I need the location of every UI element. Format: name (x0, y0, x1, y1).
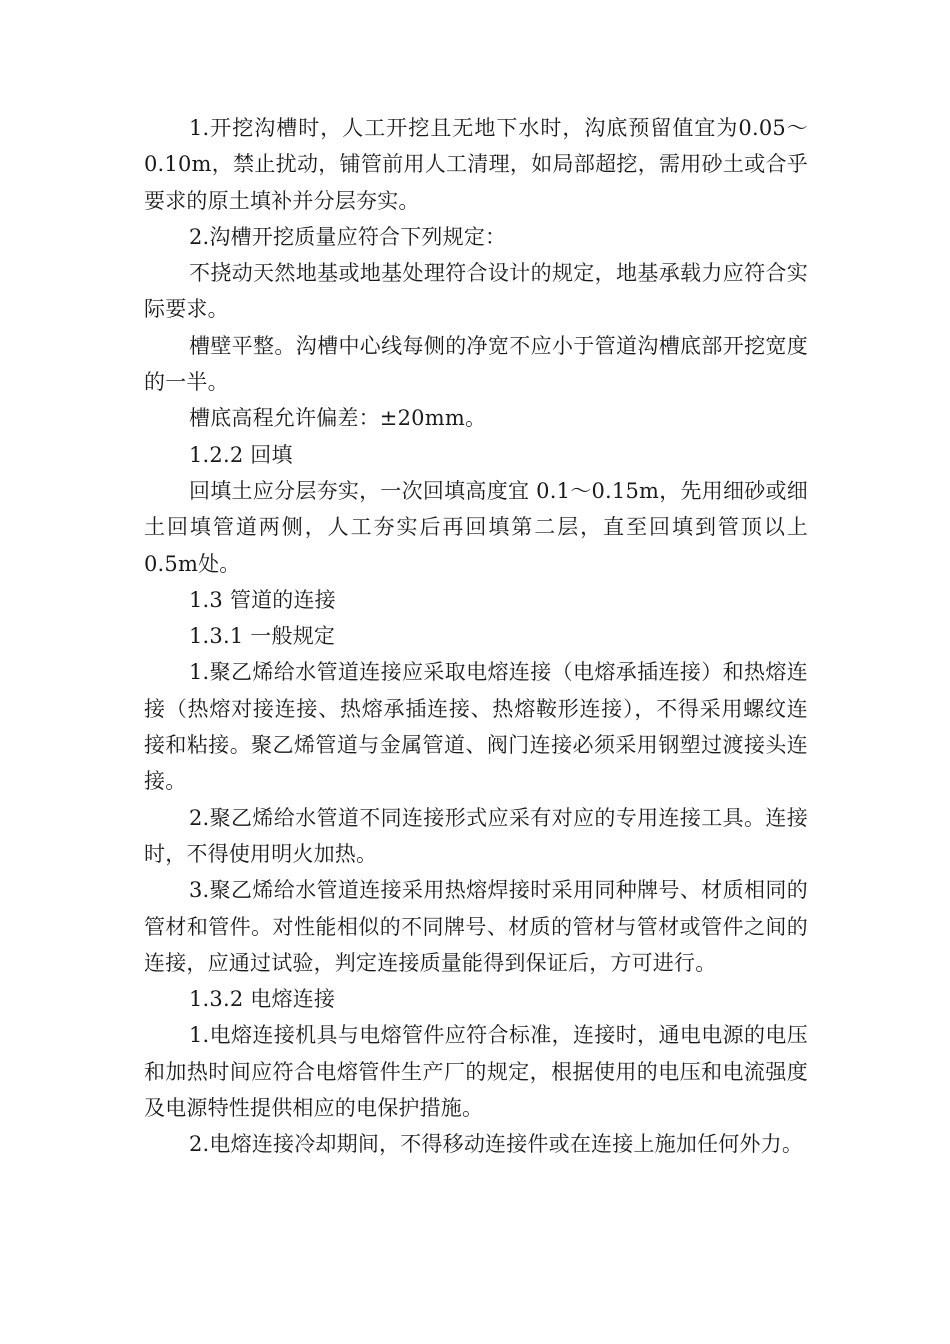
paragraph-electrofusion-cooling: 2.电熔连接冷却期间，不得移动连接件或在连接上施加任何外力。 (189, 1132, 804, 1157)
section-heading-general-rules: 1.3.1 一般规定 (189, 624, 336, 649)
paragraph-excavation-reserve: 1.开挖沟槽时，人工开挖且无地下水时，沟底预留值宜为0.05～0.10m，禁止扰动，铺管前用人工清理，如局部超挖，需用砂土或合乎要求的原土填补并分层夯实。 (144, 116, 808, 213)
paragraph-backfill: 回填土应分层夯实，一次回填高度宜 0.1～0.15m，先用细砂或细土回填管道两侧，人工夯实后再回填第二层，直至回填到管顶以上0.5m处。 (144, 478, 808, 576)
paragraph-hot-melt-welding: 3.聚乙烯给水管道连接采用热熔焊接时采用同种牌号、材质相同的管材和管件。对性能相似的不同牌号、材质的管材与管材或管件之间的连接，应通过试验，判定连接质量能得到保证后，方可进行。 (144, 878, 808, 975)
document-body (144, 110, 808, 1163)
section-heading-pipe-connection: 1.3 管道的连接 (189, 587, 336, 612)
paragraph-bottom-elevation: 槽底高程允许偏差：±20mm。 (189, 406, 487, 431)
paragraph-connection-methods: 1.聚乙烯给水管道连接应采取电熔连接（电熔承插连接）和热熔连接（热熔对接连接、热熔承插连接、热熔鞍形连接），不得采用螺纹连接和粘接。聚乙烯管道与金属管道、阀门连接必须采用钢塑过渡接头连接。 (144, 660, 808, 794)
paragraph-electrofusion-equipment: 1.电熔连接机具与电熔管件应符合标准，连接时，通电电源的电压和加热时间应符合电熔管件生产厂的规定，根据使用的电压和电流强度及电源特性提供相应的电保护措施。 (144, 1023, 808, 1121)
paragraph-foundation-requirement: 不挠动天然地基或地基处理符合设计的规定，地基承载力应符合实际要求。 (144, 261, 808, 322)
paragraph-trench-quality-intro: 2.沟槽开挖质量应符合下列规定： (189, 224, 507, 249)
paragraph-connection-tools: 2.聚乙烯给水管道不同连接形式应采有对应的专用连接工具。连接时，不得使用明火加热。 (144, 805, 808, 866)
section-heading-backfill: 1.2.2 回填 (189, 442, 293, 467)
paragraph-trench-wall: 槽壁平整。沟槽中心线每侧的净宽不应小于管道沟槽底部开挖宽度的一半。 (144, 333, 808, 395)
section-heading-electrofusion: 1.3.2 电熔连接 (189, 987, 336, 1012)
